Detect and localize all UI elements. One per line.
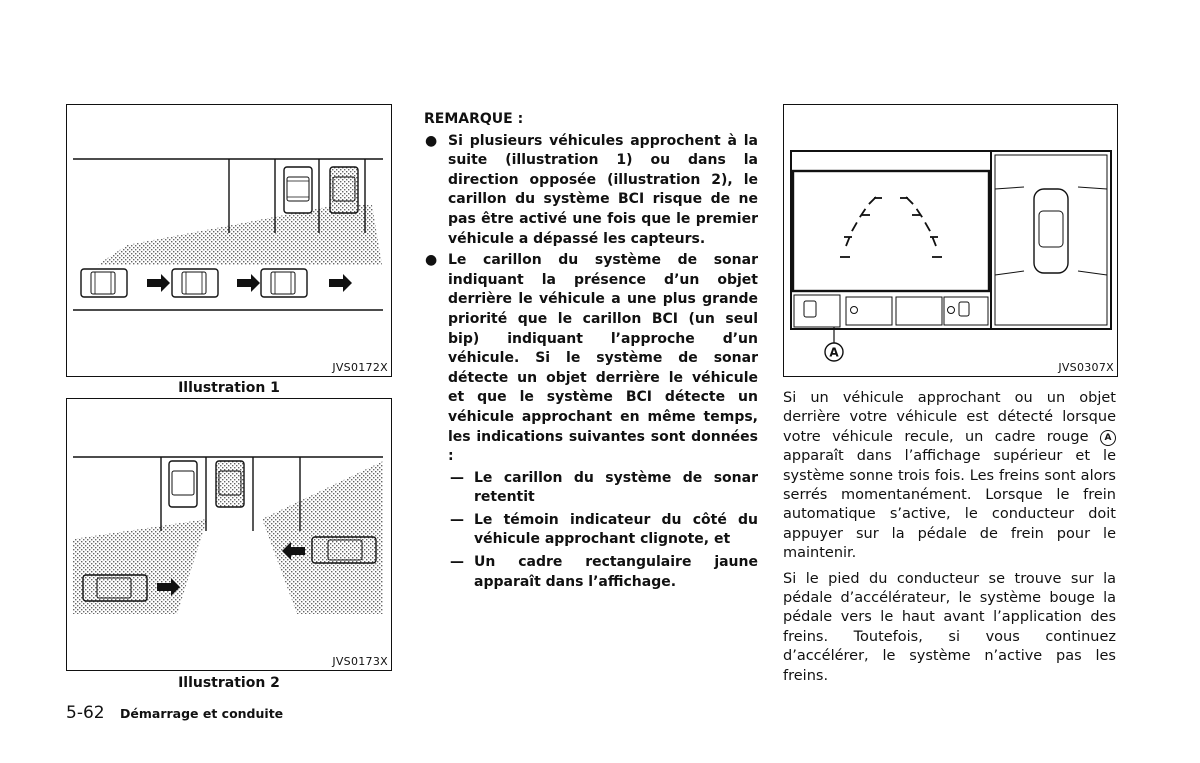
figure-caption: Illustration 2 bbox=[178, 675, 280, 691]
note-bullet bbox=[422, 251, 758, 467]
callout-a-icon: A bbox=[1100, 430, 1116, 446]
bullet-icon: ● bbox=[425, 252, 438, 269]
section-title: Démarrage et conduite bbox=[120, 706, 284, 721]
camera-view-frame bbox=[793, 171, 989, 291]
note-bullet bbox=[422, 132, 758, 250]
parking-diagram-2 bbox=[67, 399, 390, 669]
figure-code: JVS0172X bbox=[332, 361, 388, 374]
display-diagram bbox=[784, 105, 1116, 375]
figure-illustration-2 bbox=[66, 398, 392, 671]
note-bullet-text: Si plusieurs véhicules approchent à la suite (illustration 1) ou dans la direction opposée (illustration 2), le carillon du système BCI risque de ne pas être activé une fois que le premier véhicule a dépassé les capteurs. bbox=[448, 132, 758, 247]
dash-icon: — bbox=[450, 511, 464, 528]
note-dash-item bbox=[422, 553, 758, 592]
figure-code: JVS0173X bbox=[332, 655, 388, 668]
note-bullet-text: Le carillon du système de sonar indiquant la présence d’un objet derrière le véhicule a une plus grande priorité que le carillon BCI (un seul bip) indiquant l’approche d’un véhicule. Si le système de sonar détecte un objet derrière le véhicule et que le système BCI détecte un véhicule approchant en même temps, les indications suivantes sont données : bbox=[448, 252, 758, 465]
paragraph-accelerator: Si le pied du conducteur se trouve sur la pédale d’accélérateur, le système bouge la pédale vers le haut avant l’application des freins. Toutefois, si vous continuez d’accélérer, le système n’active pas les freins. bbox=[783, 570, 1116, 684]
paragraph-red-frame bbox=[783, 389, 1116, 564]
figure-illustration-1 bbox=[66, 104, 392, 377]
note-dash-item bbox=[422, 469, 758, 508]
callout-a-label: A bbox=[829, 345, 839, 360]
figure-code: JVS0307X bbox=[1058, 361, 1114, 374]
note-column bbox=[422, 110, 758, 595]
paragraph-text: Si un véhicule approchant ou un objet derrière votre véhicule est détecté lorsque votre véhicule recule, un cadre rouge bbox=[783, 390, 1116, 445]
page-footer bbox=[66, 703, 283, 723]
paragraph-text: apparaît dans l’affichage supérieur et le système sonne trois fois. Les freins sont alors serrés momentanément. Lorsque le frein automatique s’active, le conducteur doit appuyer sur la pédale de frein pour le maintenir. bbox=[783, 448, 1116, 562]
note-heading: REMARQUE : bbox=[424, 111, 524, 127]
dash-icon: — bbox=[450, 469, 464, 486]
figure-caption: Illustration 1 bbox=[178, 380, 280, 396]
dash-icon: — bbox=[450, 554, 464, 571]
note-dash-item bbox=[422, 511, 758, 550]
note-dash-text: Le carillon du système de sonar retentit bbox=[474, 469, 758, 506]
parking-diagram-1 bbox=[67, 105, 390, 375]
note-dash-text: Un cadre rectangulaire jaune apparaît dans l’affichage. bbox=[474, 554, 758, 590]
body-text-column bbox=[783, 389, 1116, 692]
page-number: 5-62 bbox=[66, 703, 105, 723]
figure-display-screen bbox=[783, 104, 1118, 377]
bullet-icon: ● bbox=[425, 132, 438, 149]
note-dash-text: Le témoin indicateur du côté du véhicule approchant clignote, et bbox=[474, 511, 758, 548]
